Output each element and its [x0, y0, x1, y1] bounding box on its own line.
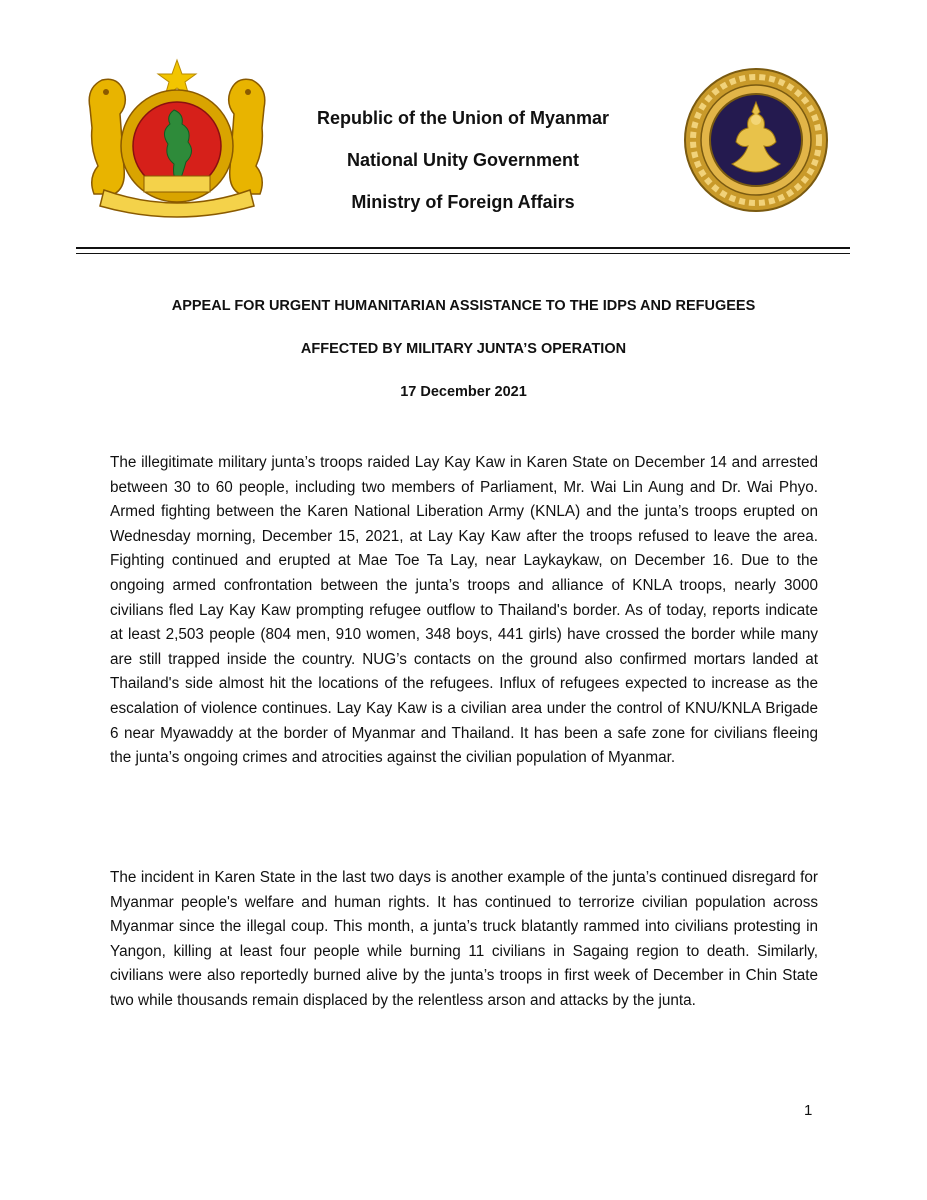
document-date: 17 December 2021 — [400, 384, 527, 400]
body-paragraph-1: The illegitimate military junta’s troops raided Lay Kay Kaw in Karen State on December 14 and arrested between 30 to 60 people, including two members of Parliament, Mr. Wai Lin Aung and Dr. Wai Phyo. Armed fighting between the Karen National Liberation Army (KNLA) and the junta’s troops erupted on Wednesday morning, December 15, 2021, at Lay Kay Kaw after the troops refused to leave the area. Fighting continued and erupted at Mae Toe Ta Lay, near Laykaykaw, on December 16. Due to the ongoing armed confrontation between the junta’s troops and alliance of KNLA troops, nearly 3000 civilians fled Lay Kay Kaw prompting refugee outflow to Thailand's border. As of today, reports indicate at least 2,503 people (804 men, 910 women, 348 boys, 441 girls) have crossed the border while many are still trapped inside the country. NUG’s contacts on the ground also confirmed mortars landed at Thailand's side almost hit the locations of the refugees. Influx of refugees expected to increase as the escalation of violence continues. Lay Kay Kaw is a civilian area under the control of KNU/KNLA Brigade 6 near Myawaddy at the border of Myanmar and Thailand. It has been a safe zone for civilians fleeing the junta’s ongoing crimes and atrocities against the civilian population of Myanmar. — [110, 454, 818, 767]
ministry-name: Ministry of Foreign Affairs — [351, 192, 575, 212]
headline-line-1: APPEAL FOR URGENT HUMANITARIAN ASSISTANCE TO THE IDPS AND REFUGEES — [171, 298, 756, 314]
body-paragraph-2: The incident in Karen State in the last two days is another example of the junta’s continued disregard for Myanmar people's welfare and human rights. It has continued to terrorize civilian population across Myanmar since the illegal coup. This month, a junta’s truck blatantly rammed into civilians protesting in Yangon, killing at least four people while burning 11 civilians in Sagaing region to death. Similarly, civilians were also reportedly burned alive by the junta’s troops in first week of December in Chin State two while thousands remain displaced by the relentless arson and attacks by the junta. — [110, 869, 818, 1009]
header-rule-thick — [76, 247, 850, 249]
header-titles — [270, 108, 656, 234]
page-number: 1 — [804, 1102, 813, 1119]
government-name: National Unity Government — [346, 150, 580, 170]
government-seal-icon — [684, 68, 828, 212]
header-rule-thin — [76, 253, 850, 254]
state-seal-icon — [84, 58, 270, 218]
headline-line-2: AFFECTED BY MILITARY JUNTA’S OPERATION — [300, 341, 627, 357]
country-name: Republic of the Union of Myanmar — [316, 108, 609, 128]
